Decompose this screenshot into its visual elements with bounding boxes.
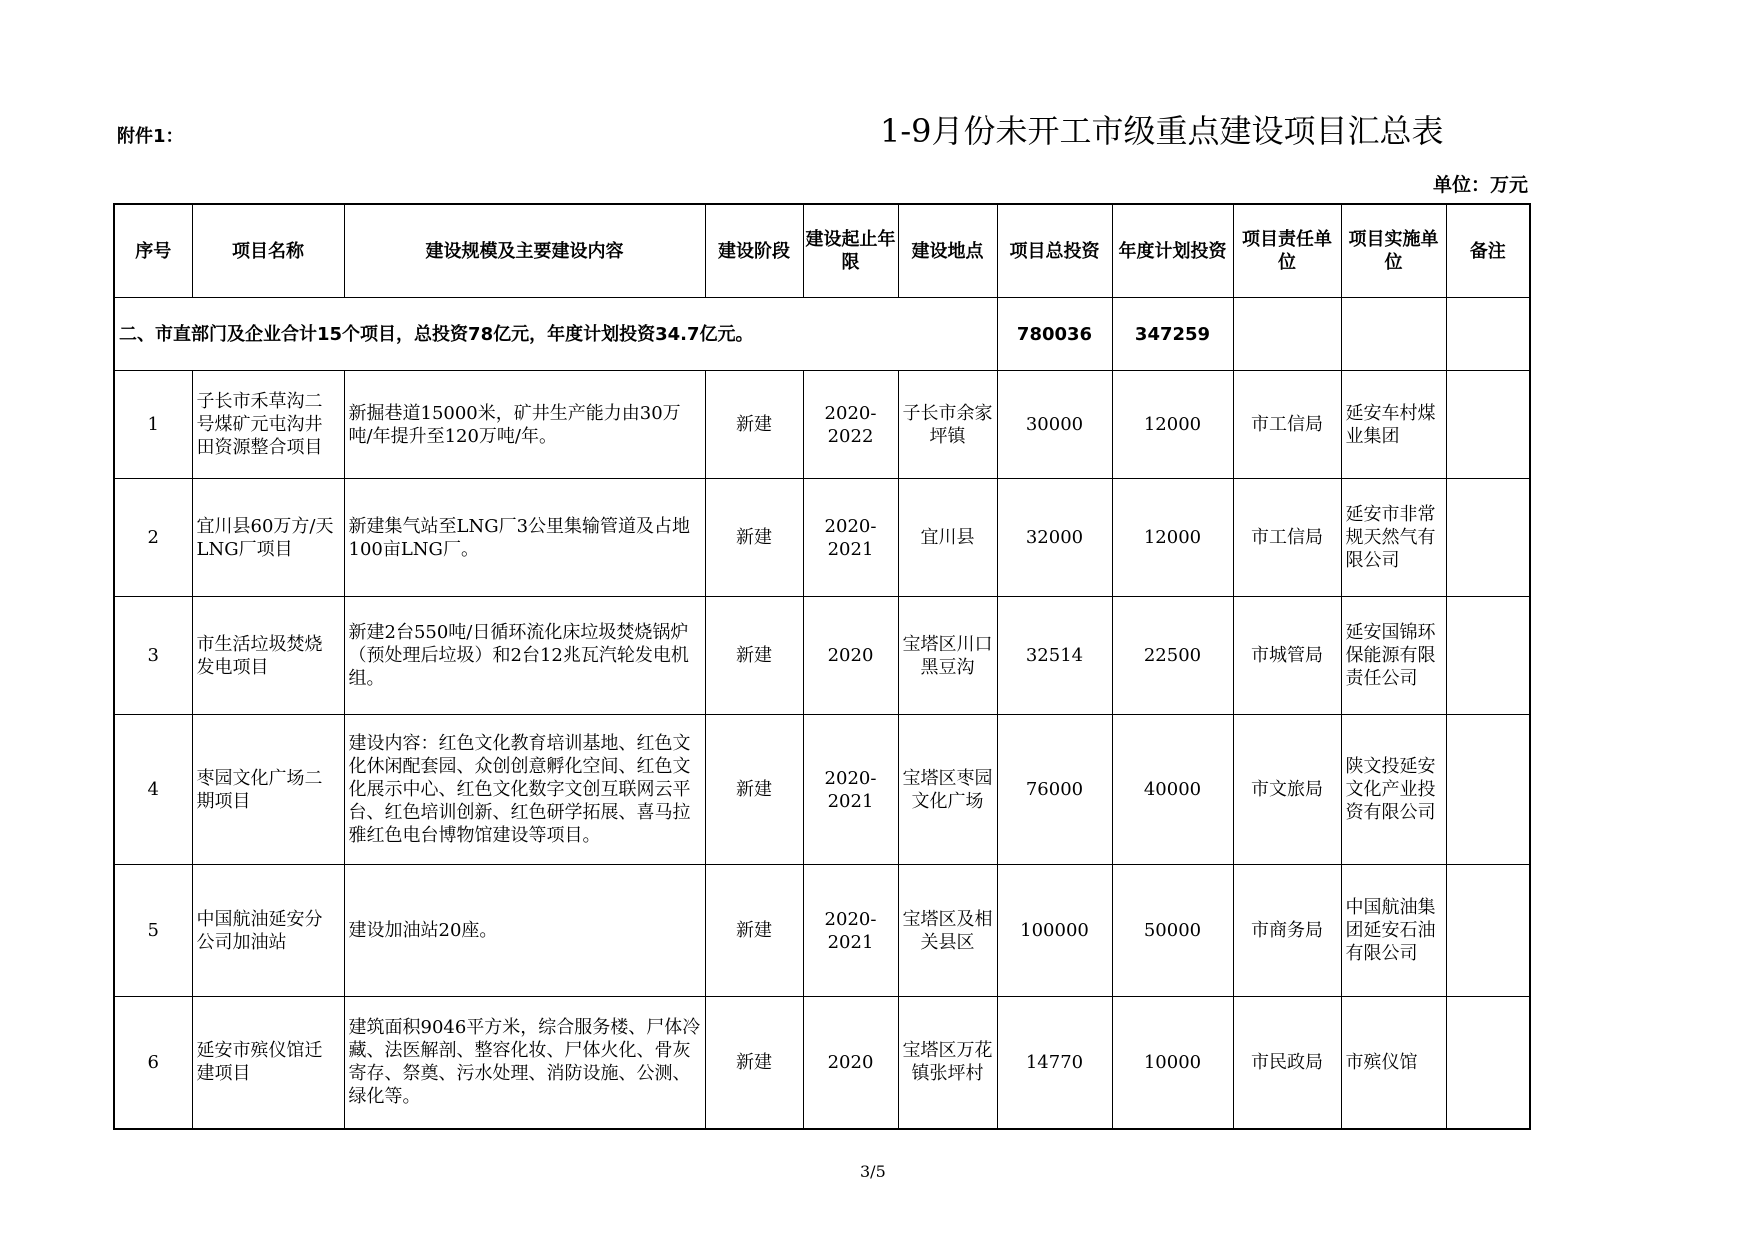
cell-location: 宜川县 [898, 479, 997, 597]
cell-location: 宝塔区枣园文化广场 [898, 715, 997, 865]
cell-name: 中国航油延安分公司加油站 [192, 865, 344, 997]
attachment-label: 附件1： [117, 126, 184, 147]
cell-stage: 新建 [705, 997, 803, 1129]
summary-row [114, 298, 1530, 371]
col-header-period: 建设起止年限 [803, 204, 898, 298]
cell-period: 2020-2021 [803, 715, 898, 865]
cell-implementer: 延安车村煤业集团 [1341, 371, 1446, 479]
cell-responsible: 市民政局 [1233, 997, 1341, 1129]
table-row [114, 865, 1530, 997]
cell-stage: 新建 [705, 715, 803, 865]
cell-annual: 22500 [1112, 597, 1233, 715]
cell-responsible: 市文旅局 [1233, 715, 1341, 865]
cell-no: 3 [114, 597, 192, 715]
cell-note [1446, 479, 1530, 597]
cell-period: 2020-2021 [803, 865, 898, 997]
cell-name: 枣园文化广场二期项目 [192, 715, 344, 865]
cell-total: 100000 [997, 865, 1112, 997]
cell-total: 30000 [997, 371, 1112, 479]
document-title: 1-9月份未开工市级重点建设项目汇总表 [880, 112, 1444, 150]
cell-content: 新建集气站至LNG厂3公里集输管道及占地100亩LNG厂。 [344, 479, 705, 597]
col-header-name: 项目名称 [192, 204, 344, 298]
cell-location: 宝塔区万花镇张坪村 [898, 997, 997, 1129]
cell-total: 32514 [997, 597, 1112, 715]
cell-note [1446, 597, 1530, 715]
cell-content: 建筑面积9046平方米，综合服务楼、尸体冷藏、法医解剖、整容化妆、尸体火化、骨灰寄存、祭奠、污水处理、消防设施、公测、绿化等。 [344, 997, 705, 1129]
cell-no: 6 [114, 997, 192, 1129]
cell-no: 2 [114, 479, 192, 597]
cell-content: 建设加油站20座。 [344, 865, 705, 997]
col-header-annual: 年度计划投资 [1112, 204, 1233, 298]
col-header-no: 序号 [114, 204, 192, 298]
summary-annual-investment: 347259 [1112, 298, 1233, 371]
cell-name: 延安市殡仪馆迁建项目 [192, 997, 344, 1129]
cell-note [1446, 865, 1530, 997]
cell-implementer: 陕文投延安文化产业投资有限公司 [1341, 715, 1446, 865]
table-row [114, 371, 1530, 479]
cell-stage: 新建 [705, 479, 803, 597]
cell-note [1446, 997, 1530, 1129]
project-table [113, 203, 1531, 1130]
cell-responsible: 市商务局 [1233, 865, 1341, 997]
summary-total-investment: 780036 [997, 298, 1112, 371]
summary-empty-cell [1341, 298, 1446, 371]
cell-responsible: 市工信局 [1233, 479, 1341, 597]
col-header-note: 备注 [1446, 204, 1530, 298]
cell-name: 市生活垃圾焚烧发电项目 [192, 597, 344, 715]
cell-implementer: 延安市非常规天然气有限公司 [1341, 479, 1446, 597]
cell-annual: 40000 [1112, 715, 1233, 865]
cell-period: 2020-2022 [803, 371, 898, 479]
cell-name: 宜川县60万方/天LNG厂项目 [192, 479, 344, 597]
table-header-row [114, 204, 1530, 298]
col-header-responsible: 项目责任单位 [1233, 204, 1341, 298]
cell-location: 子长市余家坪镇 [898, 371, 997, 479]
page-number: 3/5 [860, 1162, 886, 1181]
cell-no: 4 [114, 715, 192, 865]
col-header-total: 项目总投资 [997, 204, 1112, 298]
summary-label: 二、市直部门及企业合计15个项目，总投资78亿元，年度计划投资34.7亿元。 [114, 298, 997, 371]
cell-note [1446, 715, 1530, 865]
cell-total: 14770 [997, 997, 1112, 1129]
cell-note [1446, 371, 1530, 479]
cell-implementer: 延安国锦环保能源有限责任公司 [1341, 597, 1446, 715]
cell-annual: 12000 [1112, 371, 1233, 479]
cell-no: 1 [114, 371, 192, 479]
cell-period: 2020 [803, 597, 898, 715]
cell-stage: 新建 [705, 865, 803, 997]
cell-annual: 10000 [1112, 997, 1233, 1129]
cell-period: 2020 [803, 997, 898, 1129]
table-row [114, 479, 1530, 597]
cell-stage: 新建 [705, 597, 803, 715]
cell-responsible: 市城管局 [1233, 597, 1341, 715]
cell-period: 2020-2021 [803, 479, 898, 597]
table-row [114, 997, 1530, 1129]
cell-location: 宝塔区及相关县区 [898, 865, 997, 997]
cell-content: 新建2台550吨/日循环流化床垃圾焚烧锅炉（预处理后垃圾）和2台12兆瓦汽轮发电机组。 [344, 597, 705, 715]
cell-content: 新掘巷道15000米，矿井生产能力由30万吨/年提升至120万吨/年。 [344, 371, 705, 479]
cell-location: 宝塔区川口黑豆沟 [898, 597, 997, 715]
cell-stage: 新建 [705, 371, 803, 479]
cell-total: 76000 [997, 715, 1112, 865]
cell-content: 建设内容：红色文化教育培训基地、红色文化休闲配套园、众创创意孵化空间、红色文化展示中心、红色文化数字文创互联网云平台、红色培训创新、红色研学拓展、喜马拉雅红色电台博物馆建设等项目。 [344, 715, 705, 865]
cell-implementer: 市殡仪馆 [1341, 997, 1446, 1129]
cell-annual: 12000 [1112, 479, 1233, 597]
col-header-content: 建设规模及主要建设内容 [344, 204, 705, 298]
cell-total: 32000 [997, 479, 1112, 597]
cell-responsible: 市工信局 [1233, 371, 1341, 479]
table-row [114, 597, 1530, 715]
col-header-location: 建设地点 [898, 204, 997, 298]
cell-no: 5 [114, 865, 192, 997]
cell-implementer: 中国航油集团延安石油有限公司 [1341, 865, 1446, 997]
table-row [114, 715, 1530, 865]
cell-annual: 50000 [1112, 865, 1233, 997]
unit-label: 单位：万元 [1432, 174, 1528, 196]
cell-name: 子长市禾草沟二号煤矿元屯沟井田资源整合项目 [192, 371, 344, 479]
col-header-stage: 建设阶段 [705, 204, 803, 298]
summary-empty-cell [1446, 298, 1530, 371]
col-header-implementer: 项目实施单位 [1341, 204, 1446, 298]
summary-empty-cell [1233, 298, 1341, 371]
